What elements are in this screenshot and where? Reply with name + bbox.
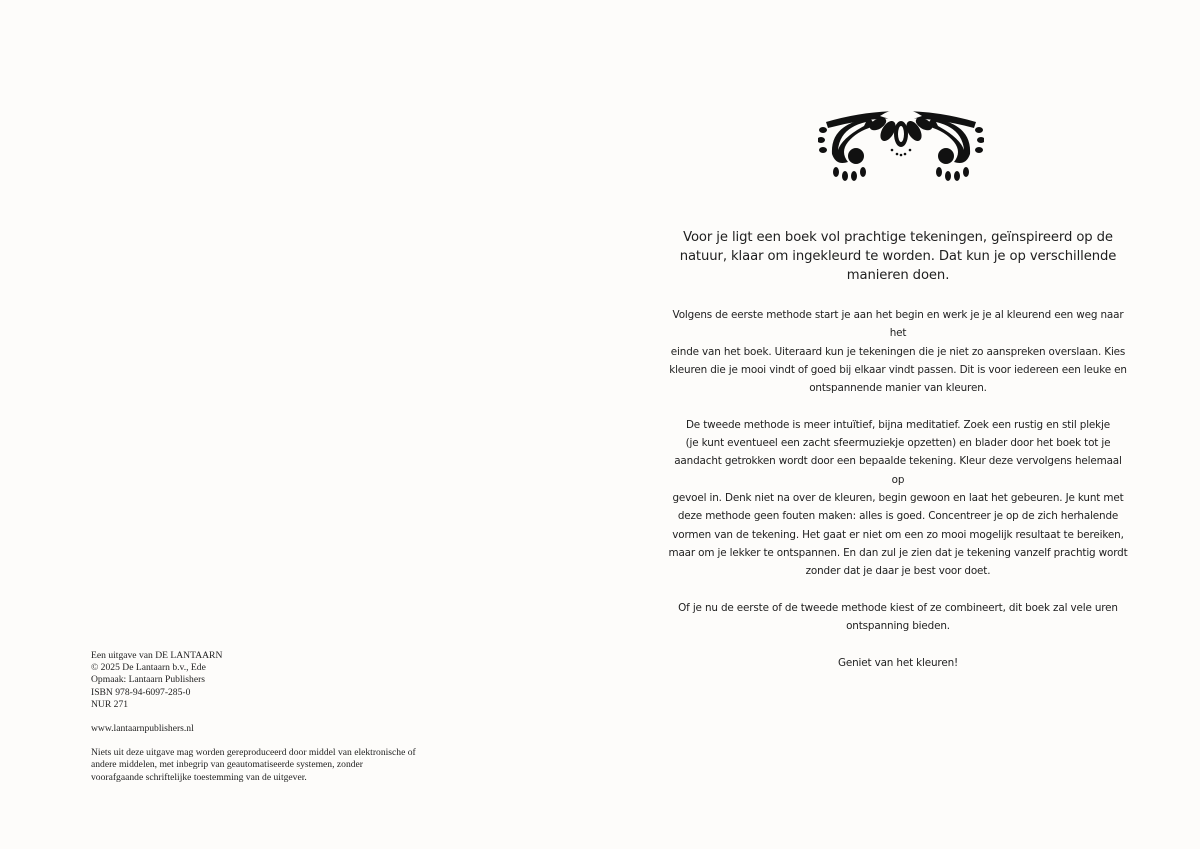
colophon-line: © 2025 De Lantaarn b.v., Ede xyxy=(91,662,206,674)
text-line: gevoel in. Denk niet na over de kleuren, begin gewoon en laat het gebeuren. Je kunt met xyxy=(672,491,1124,504)
text-line: kleuren die je mooi vindt of goed bij elkaar vindt passen. Dit is voor iedereen een leuke en xyxy=(669,363,1127,376)
text-line: ontspanning bieden. xyxy=(846,620,950,633)
colophon-line: Opmaak: Lantaarn Publishers xyxy=(91,674,206,686)
rights-line: Niets uit deze uitgave mag worden gereproduceerd door middel van elektronische of xyxy=(91,747,416,759)
intro-line: manieren doen. xyxy=(846,268,950,283)
intro-heading xyxy=(668,228,1128,285)
colophon-line: ISBN 978-94-6097-285-0 xyxy=(91,686,191,698)
text-line: maar om je lekker te ontspannen. En dan zul je zien dat je tekening vanzelf prachtig wordt xyxy=(668,546,1128,559)
text-line: Of je nu de eerste of de tweede methode kiest of ze combineert, dit boek zal vele uren xyxy=(678,601,1118,614)
text-line: deze methode geen fouten maken: alles is goed. Concentreer je op de zich herhalende xyxy=(677,510,1119,523)
rights-line: andere middelen, met inbegrip van geautomatiseerde systemen, zonder xyxy=(91,759,363,771)
intro-line: Voor je ligt een boek vol prachtige tekeningen, geïnspireerd op de xyxy=(683,230,1113,245)
introduction-text xyxy=(668,228,1128,690)
text-line: Volgens de eerste methode start je aan het begin en werk je je al kleurend een weg naar het xyxy=(672,309,1124,340)
colophon-line: Een uitgave van DE LANTAARN xyxy=(91,650,223,661)
intro-line: natuur, klaar om ingekleurd te worden. Dat kun je op verschillende xyxy=(679,249,1117,264)
paragraph-combine xyxy=(668,599,1128,636)
paragraph-method-two xyxy=(668,416,1128,581)
text-line: vormen van de tekening. Het gaat er niet om een zo mooi mogelijk resultaat te bereiken, xyxy=(672,528,1124,541)
floral-ornament-icon xyxy=(818,104,984,186)
text-line: einde van het boek. Uiteraard kun je tekeningen die je niet zo aanspreken overslaan. Kies xyxy=(670,345,1126,358)
text-line: zonder dat je daar je best voor doet. xyxy=(805,565,991,578)
colophon xyxy=(91,650,416,784)
text-line: Geniet van het kleuren! xyxy=(837,656,959,669)
closing-line xyxy=(668,654,1128,672)
text-line: (je kunt eventueel een zacht sfeermuziekje opzetten) en blader door het boek tot je xyxy=(685,437,1111,450)
website-link: www.lantaarnpublishers.nl xyxy=(91,723,194,735)
rights-line: voorafgaande schriftelijke toestemming van de uitgever. xyxy=(91,771,307,783)
text-line: De tweede methode is meer intuïtief, bijna meditatief. Zoek een rustig en stil plekje xyxy=(685,418,1111,431)
colophon-line: NUR 271 xyxy=(91,698,129,710)
paragraph-method-one xyxy=(668,306,1128,397)
text-line: ontspannende manier van kleuren. xyxy=(809,382,987,395)
text-line: aandacht getrokken wordt door een bepaalde tekening. Kleur deze vervolgens helemaal op xyxy=(674,455,1122,486)
